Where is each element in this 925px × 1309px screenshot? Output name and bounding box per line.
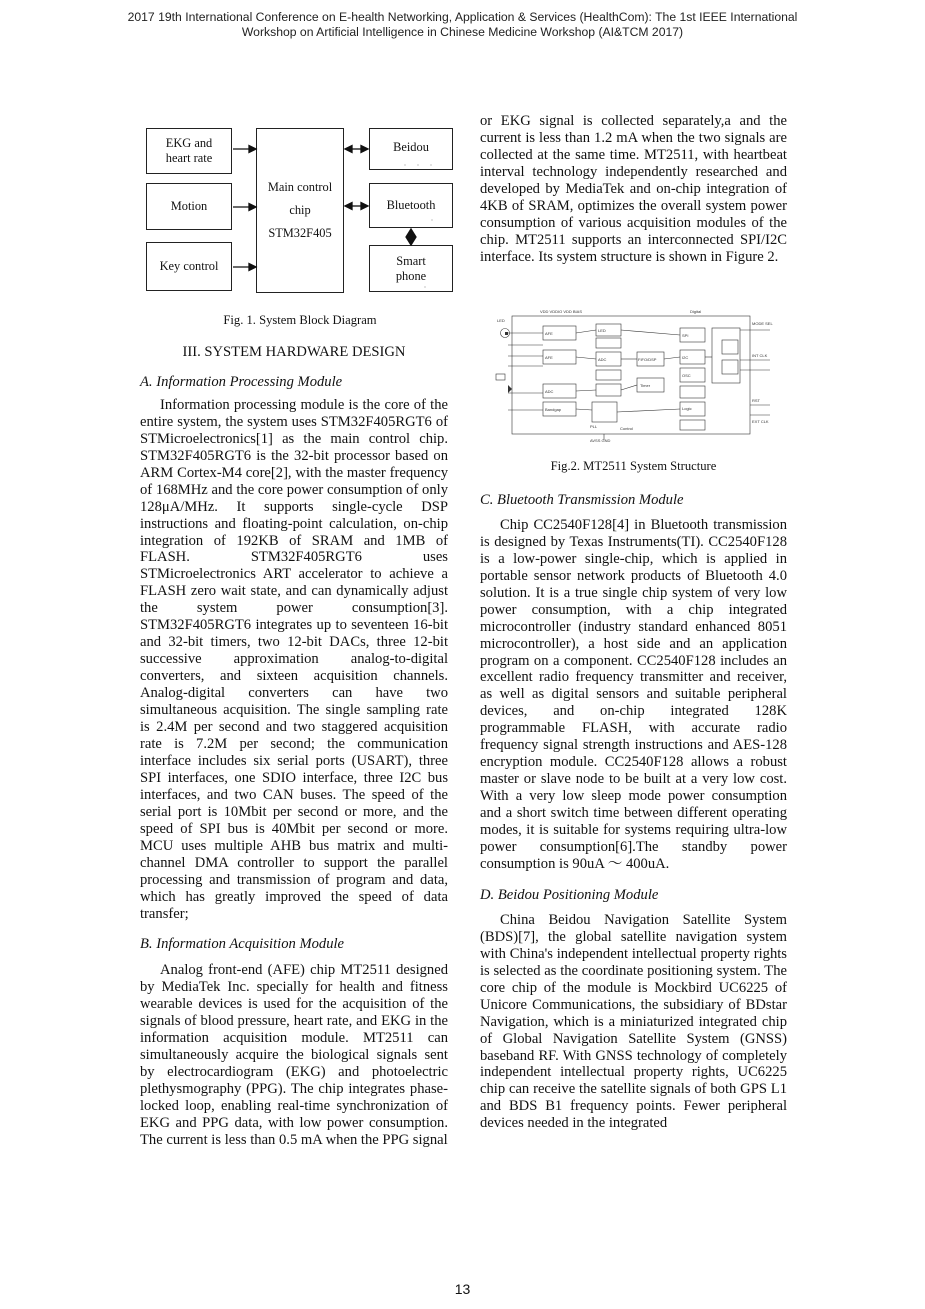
svg-text:ADC: ADC bbox=[598, 357, 607, 362]
section-a-title: A. Information Processing Module bbox=[140, 373, 343, 390]
svg-text:AVSS GND: AVSS GND bbox=[590, 438, 611, 443]
svg-text:EXT CLK: EXT CLK bbox=[752, 419, 769, 424]
right-column bbox=[480, 113, 787, 266]
svg-text:Logic: Logic bbox=[682, 406, 692, 411]
svg-text:SPI: SPI bbox=[682, 333, 689, 338]
section-3-title: III. SYSTEM HARDWARE DESIGN bbox=[182, 344, 406, 360]
beidou-label: Beidou bbox=[393, 140, 429, 154]
figure-2-caption: Fig.2. MT2511 System Structure bbox=[550, 459, 717, 473]
right-column-lower bbox=[480, 458, 787, 1132]
svg-text:OSC: OSC bbox=[682, 373, 691, 378]
svg-text:RST: RST bbox=[752, 398, 760, 403]
section-d-title: D. Beidou Positioning Module bbox=[480, 886, 659, 903]
motion-box bbox=[146, 183, 232, 230]
phone-label-1: Smart bbox=[396, 253, 426, 268]
svg-text:LED: LED bbox=[497, 318, 505, 323]
main-control-chip-box bbox=[256, 128, 344, 293]
phone-label-2: phone bbox=[395, 268, 427, 283]
svg-text:AFE: AFE bbox=[545, 331, 553, 336]
section-a-paragraph: Information processing module is the core of the entire system, the system uses STM32F405RGT6 of STMicroelectronics[1] as the main control chip. STM32F405RGT6 is the 32-bit processor based on ARM Cortex-M4 core[2], with the master frequency of 168MHz and the core power consumption of only 128μA/MHz. It supports single-cycle DSP instructions and floating-point calculation, on-chip integration of 192KB of SRAM and 1MB of FLASH. STM32F405RGT6 uses STMicroelectronics ART accelerator to achieve a FLASH zero wait state, and can dynamically adjust the system power consumption[3]. STM32F405RGT6 integrates up to seventeen 16-bit and 32-bit timers, two 12-bit DACs, three 12-bit successive approximation analog-to-digital converters, and sixteen acquisition channels. Analog-digital converters can have two simultaneous acquisition. The single sampling rate is 2.4M per second and two staggered acquisition rate is 7.2M per second; the communication interface includes six serial ports (USART), three SPI interfaces, one SDIO interface, three I2C bus interfaces, and two CAN buses. The speed of the serial port is 10Mbit per second or more, and the speed of SPI bus is 40Mbit per second or more. MCU uses multiple AHB bus matrix and multi-channel DMA controller to support the parallel processing and transmission of program and data, which has greatly improved the speed of data transfer; bbox=[140, 396, 448, 922]
main-label-3: STM32F405 bbox=[268, 226, 332, 240]
svg-text:LED: LED bbox=[598, 328, 606, 333]
bluetooth-box bbox=[369, 183, 453, 228]
svg-text:I2C: I2C bbox=[682, 355, 689, 360]
svg-text:AFE: AFE bbox=[545, 355, 553, 360]
svg-text:ADC: ADC bbox=[545, 389, 554, 394]
ekg-label-1: EKG and bbox=[165, 136, 213, 150]
left-column bbox=[140, 344, 448, 1149]
svg-text:VDD VDDIO VDD BIAS: VDD VDDIO VDD BIAS bbox=[540, 309, 583, 314]
svg-text:INT CLK: INT CLK bbox=[752, 353, 768, 358]
figure-1-caption: Fig. 1. System Block Diagram bbox=[223, 313, 377, 327]
svg-text:Control: Control bbox=[620, 426, 633, 431]
ekg-label-2: heart rate bbox=[165, 151, 213, 165]
section-b-paragraph-2: or EKG signal is collected separately,a and the current is less than 1.2 mA when the two signals are collected at the same time. MT2511, with heartbeat interval technology independently researched and developed by MediaTek and on-chip integration of 4KB of SRAM, optimizes the overall system power consumption of various acquisition modules of the chip. MT2511 supports an interconnected SPI/I2C interface. Its system structure is shown in Figure 2. bbox=[480, 113, 787, 265]
conference-header bbox=[0, 10, 925, 40]
section-c-paragraph: Chip CC2540F128[4] in Bluetooth transmission is designed by Texas Instruments(TI). CC2540F128 is a low-power single-chip, which is applied in portable sensor network products of Bluetooth 4.0 solution. It is a true single chip system of very low power consumption, with a chip integrated microcontroller (industry standard enhanced 8051 microcontroller), a host side and an application program on a component. CC2540F128 includes an excellent radio frequency transmitter and receiver, as well as digital sensors and suitable peripheral devices, and on-chip integrated 128K programmable FLASH, with accurate radio frequency signal strength instructions and AES-128 encryption module. CC2540F128 allows a robust master or slave node to be built at a very low cost. With a very low sleep mode power consumption and a short switch time between different operating modes, it is suitable for systems requiring ultra-low power consumption[6].The standby power consumption is 90uA ～ 400uA. bbox=[480, 516, 787, 872]
svg-text:MODE SEL: MODE SEL bbox=[752, 321, 773, 326]
page-number: 13 bbox=[454, 1281, 471, 1297]
svg-text:Digital: Digital bbox=[690, 309, 702, 314]
section-d-paragraph: China Beidou Navigation Satellite System (BDS)[7], the global satellite navigation system with China's independent intellectual property rights is selected as the coordinate positioning system. The core chip of the module is Mockbird UC6225 of Unicore Communications, the subsidiary of BDstar Navigation, which is a miniaturized integrated chip of Global Navigation Satellite System (GNSS) baseband RF. With GNSS technology of completely independent intellectual property rights, UC6225 chip can receive the satellite signals of both GPS L1 and BDS B1 frequency points. Fewer peripheral devices needed in the integrated bbox=[480, 911, 787, 1132]
header-line-2: Workshop on Artificial Intelligence in Chinese Medicine Workshop (AI&TCM 2017) bbox=[241, 25, 684, 39]
section-b-title: B. Information Acquisition Module bbox=[140, 936, 345, 953]
key-control-label: Key control bbox=[159, 259, 219, 273]
svg-text:PLL: PLL bbox=[590, 424, 598, 429]
motion-label: Motion bbox=[170, 199, 208, 213]
svg-text:FIFO/DSP: FIFO/DSP bbox=[638, 357, 657, 362]
svg-text:Bandgap: Bandgap bbox=[545, 407, 562, 412]
section-b-paragraph-1: Analog front-end (AFE) chip MT2511 designed by MediaTek Inc. specially for health and fitness wearable devices is used for the acquisition of the signals of blood pressure, heart rate, and EKG in the information acquisition module. MT2511 can simultaneously acquire the biological signals sent by electrocardiogram (EKG) and photoelectric plethysmography (PPG). The chip integrates phase-locked loop, enabling real-time synchronization of EKG and PPG data, with low power consumption. The current is less than 0.5 mA when the PPG signal bbox=[140, 962, 448, 1148]
main-label-2: chip bbox=[289, 203, 311, 217]
main-label-1: Main control bbox=[267, 180, 333, 194]
bluetooth-label: Bluetooth bbox=[386, 198, 436, 212]
header-line-1: 2017 19th International Conference on E-health Networking, Application & Services (HealthCom): The 1st IEEE International bbox=[127, 10, 798, 24]
key-control-box bbox=[146, 242, 232, 291]
ekg-box bbox=[146, 128, 232, 174]
smart-phone-box bbox=[369, 245, 453, 292]
beidou-box bbox=[369, 128, 453, 170]
section-c-title: C. Bluetooth Transmission Module bbox=[480, 491, 684, 508]
svg-text:Timer: Timer bbox=[640, 383, 651, 388]
